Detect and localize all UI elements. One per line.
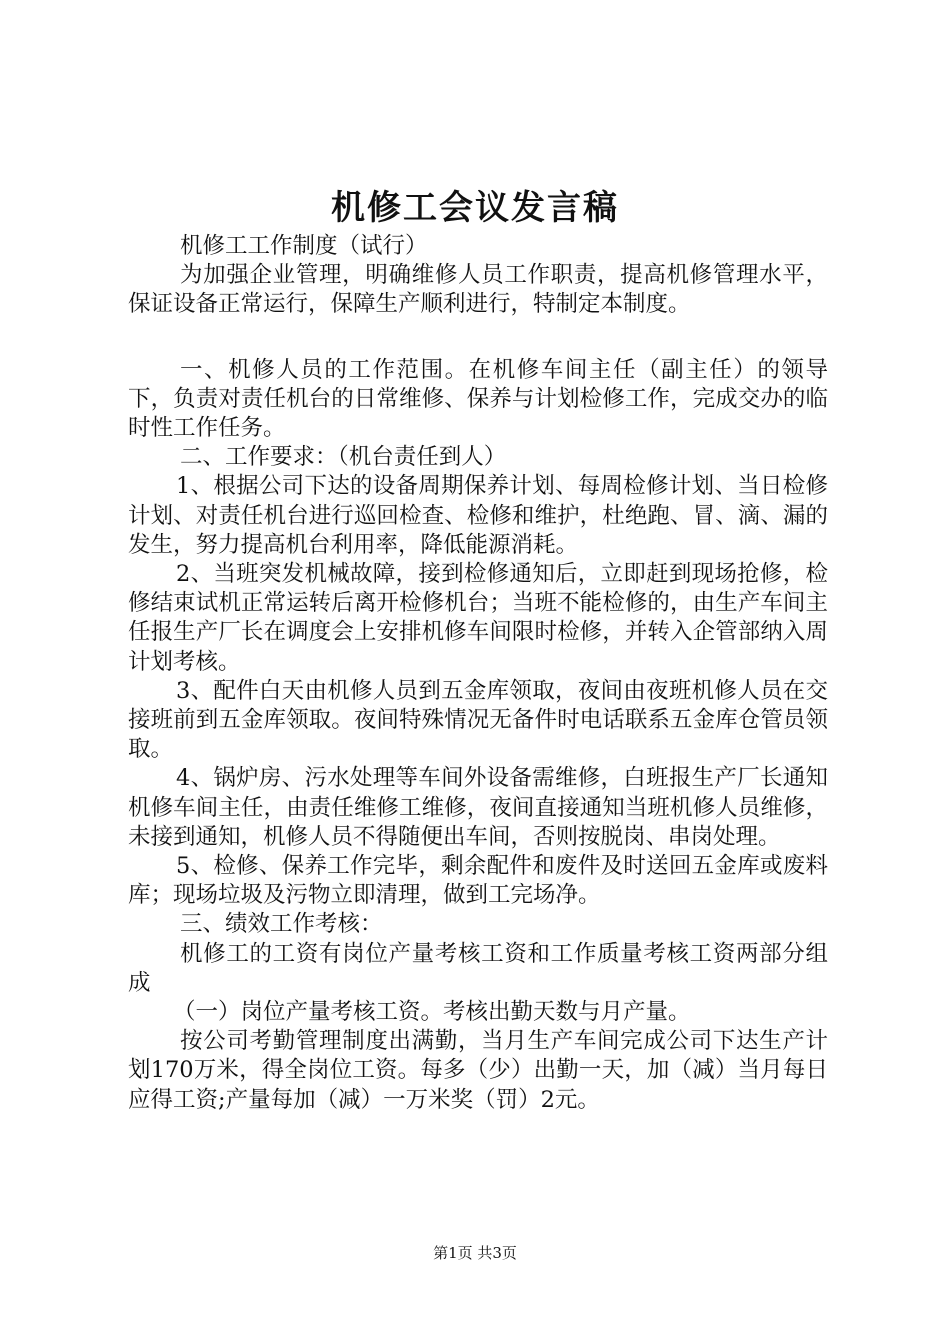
paragraph-section-2-heading: 二、工作要求：（机台责任到人） — [180, 444, 507, 471]
paragraph-section-1: 一、机修人员的工作范围。在机修车间主任（副主任）的领导下，负责对责任机台的日常维修、保养与计划检修工作，完成交办的临时性工作任务。 — [128, 356, 828, 442]
paragraph-gap — [128, 320, 828, 356]
paragraph-intro: 为加强企业管理，明确维修人员工作职责，提高机修管理水平，保证设备正常运行，保障生产顺利进行，特制定本制度。 — [128, 262, 828, 318]
paragraph-wage-composition: 机修工的工资有岗位产量考核工资和工作质量考核工资两部分组成 — [128, 940, 828, 996]
page-footer: 第1页 共3页 — [433, 1244, 517, 1262]
paragraph-item-1: 1、根据公司下达的设备周期保养计划、每周检修计划、当日检修计划、对责任机台进行巡回检查、检修和维护，杜绝跑、冒、滴、漏的发生，努力提高机台利用率，降低能源消耗。 — [128, 473, 828, 558]
paragraph-item-4: 4、锅炉房、污水处理等车间外设备需维修，白班报生产厂长通知机修车间主任，由责任维修工维修，夜间直接通知当班机修人员维修，未接到通知，机修人员不得随便出车间，否则按脱岗、串岗处理。 — [128, 765, 828, 850]
paragraph-item-2: 2、当班突发机械故障，接到检修通知后，立即赶到现场抢修，检修结束试机正常运转后离开检修机台；当班不能检修的，由生产车间主任报生产厂长在调度会上安排机修车间限时检修，并转入企管部纳入周计划考核。 — [128, 561, 828, 675]
paragraph-attendance-rule: 按公司考勤管理制度出满勤，当月生产车间完成公司下达生产计划170万米，得全岗位工资。每多（少）出勤一天，加（减）当月每日应得工资;产量每加（减）一万米奖（罚）2元。 — [128, 1028, 828, 1113]
paragraph-subsection-1: （一）岗位产量考核工资。考核出勤天数与月产量。 — [173, 999, 691, 1026]
document-title: 机修工会议发言稿 — [331, 188, 619, 228]
paragraph-item-5: 5、检修、保养工作完毕，剩余配件和废件及时送回五金库或废料库；现场垃圾及污物立即清理，做到工完场净。 — [128, 853, 828, 909]
paragraph-item-3: 3、配件白天由机修人员到五金库领取，夜间由夜班机修人员在交接班前到五金库领取。夜间特殊情况无备件时电话联系五金库仓管员领取。 — [128, 677, 828, 763]
paragraph-section-3-heading: 三、绩效工作考核： — [180, 911, 383, 938]
document-body — [128, 232, 828, 1115]
paragraph-subtitle: 机修工工作制度（试行） — [180, 233, 428, 259]
